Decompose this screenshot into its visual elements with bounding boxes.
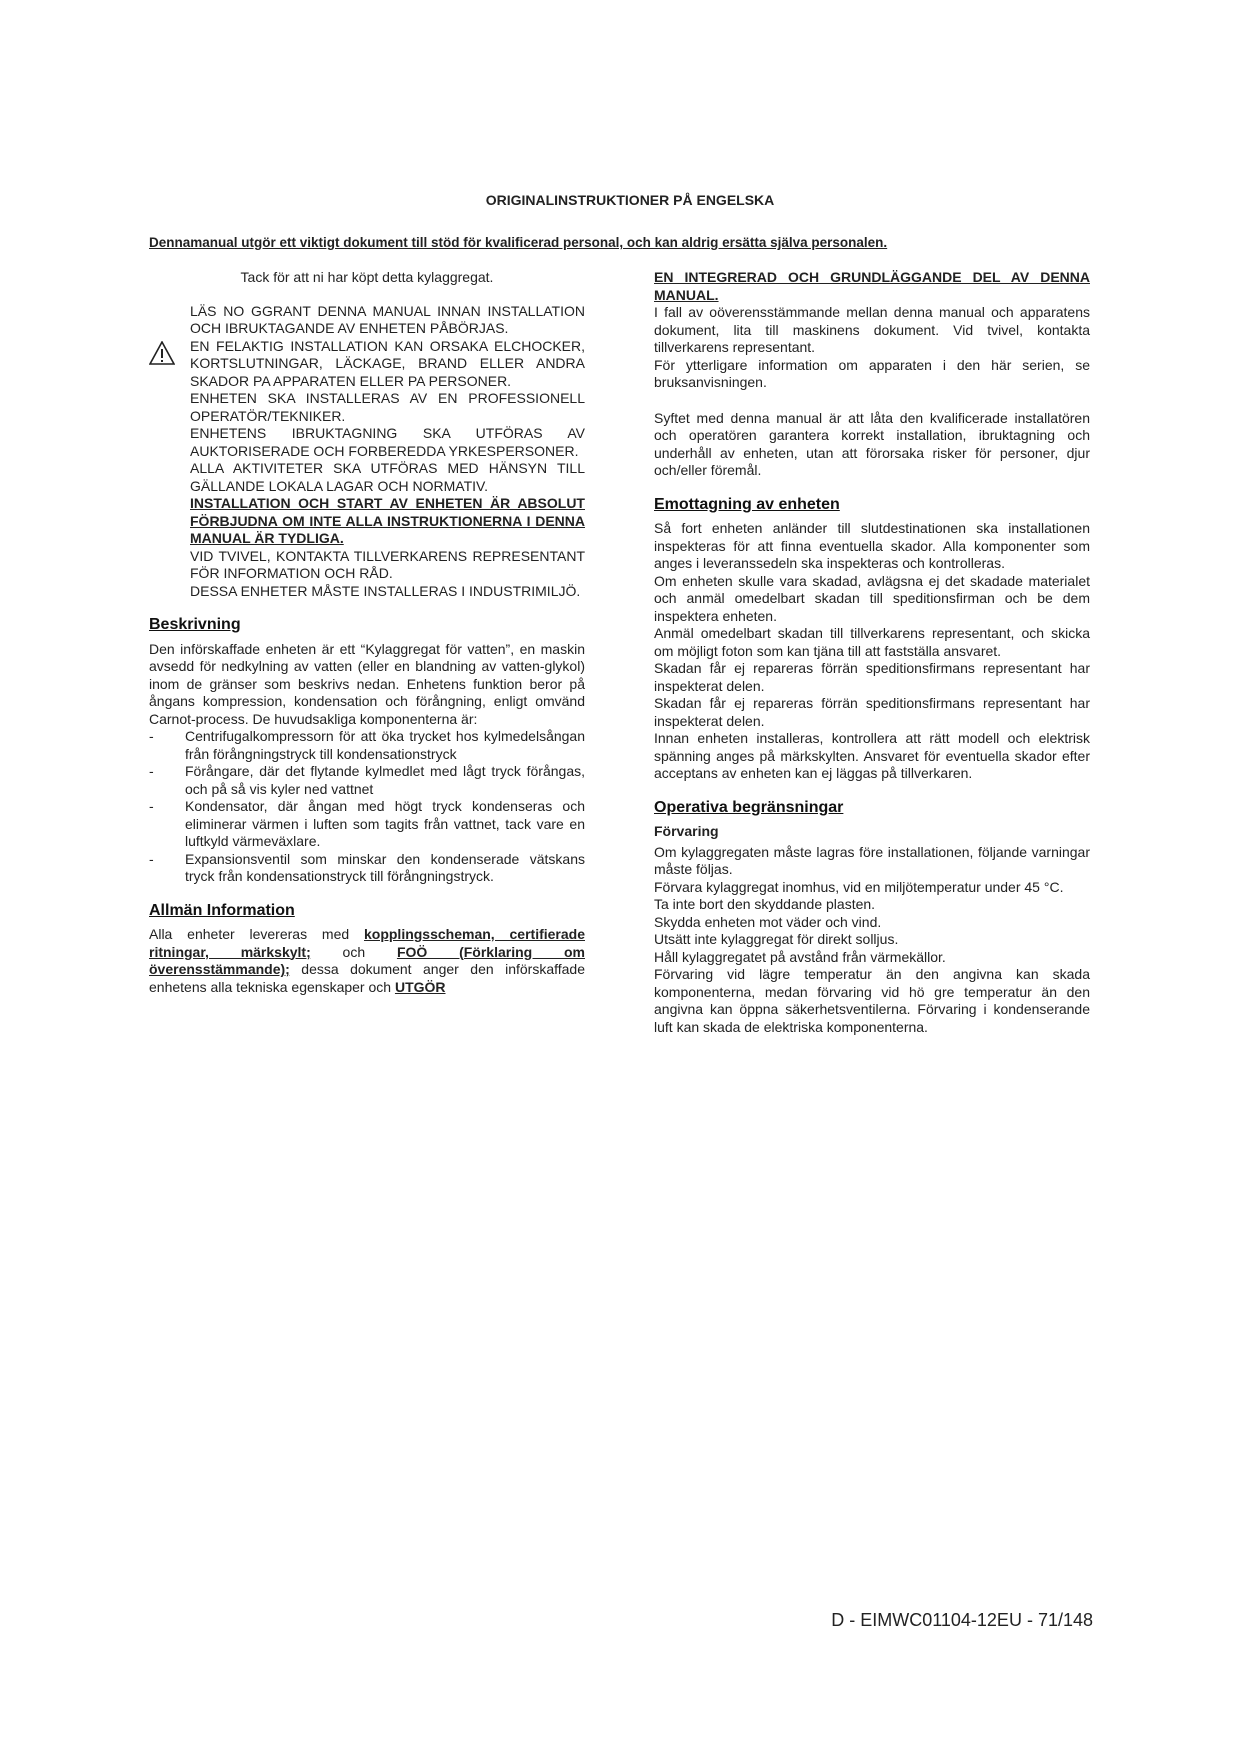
list-item bbox=[149, 798, 585, 851]
list-item-text: Förångare, där det flytande kylmedlet med lågt tryck förångas, och på så vis kyler ned vattnet bbox=[185, 763, 585, 797]
list-dash: - bbox=[149, 850, 154, 867]
components-list bbox=[149, 728, 585, 886]
section-heading-operativa: Operativa begränsningar bbox=[654, 798, 844, 816]
paragraph: Så fort enheten anländer till slutdestinationen ska installationen inspekteras för att finna eventuella skador. Alla komponenter som anges i leveranssedeln ska inspekteras och kontrolleras. bbox=[654, 520, 1090, 571]
list-dash: - bbox=[149, 798, 154, 814]
allman-underlined: kopplingsscheman, certifierade ritningar, märkskylt; bbox=[149, 926, 585, 960]
thanks-text: Tack för att ni har köpt detta kylaggregat. bbox=[240, 269, 494, 285]
right-column bbox=[654, 269, 1090, 1036]
subheading-forvaring: Förvaring bbox=[654, 823, 719, 839]
list-item-text: Expansionsventil som minskar den kondenserade vätskans tryck från kondensationstryck till förångningstryck. bbox=[185, 850, 585, 884]
allman-part: Alla enheter levereras med bbox=[149, 926, 364, 942]
paragraph: Ta inte bort den skyddande plasten. bbox=[654, 896, 876, 912]
paragraph: Skydda enheten mot väder och vind. bbox=[654, 913, 882, 930]
list-item bbox=[149, 851, 585, 886]
warning-block bbox=[149, 303, 585, 601]
warning-triangle-icon bbox=[149, 341, 175, 365]
integrerad-text: EN INTEGRERAD OCH GRUNDLÄGGANDE DEL AV DENNA MANUAL. bbox=[654, 269, 1090, 303]
warning-line: DESSA ENHETER MÅSTE INSTALLERAS I INDUSTRIMILJÖ. bbox=[190, 582, 581, 599]
list-item-text: Kondensator, där ångan med högt tryck kondenseras och eliminerar värmen i luften som tagits från vattnet, tack vare en luftkyld värmeväxlare. bbox=[185, 798, 585, 849]
page-footer: D - EIMWC01104-12EU - 71/148 bbox=[831, 1610, 1093, 1630]
warning-line: ALLA AKTIVITETER SKA UTFÖRAS MED HÄNSYN TILL GÄLLANDE LOKALA LAGAR OCH NORMATIV. bbox=[190, 460, 585, 494]
spacer bbox=[654, 392, 1090, 410]
beskrivning-text: Den införskaffade enheten är ett “Kylaggregat för vatten”, en maskin avsedd för nedkylning av vatten (eller en blandning av vatten-glykol) inom de gränser som beskrivs nedan. Enhetens funktion beror på ångans kompression, kondensation och förångning, enligt omvänd Carnot-process. De huvudsakliga komponenterna är: bbox=[149, 640, 585, 727]
allman-part: dessa dokument anger den införskaffade enhetens alla tekniska egenskaper och bbox=[149, 961, 585, 995]
allman-text bbox=[149, 926, 585, 996]
allman-underlined: UTGÖR bbox=[394, 978, 446, 995]
warning-line: LÄS NO GGRANT DENNA MANUAL INNAN INSTALLATION OCH IBRUKTAGANDE AV ENHETEN PÅBÖRJAS. bbox=[190, 302, 585, 336]
list-item bbox=[149, 763, 585, 798]
list-dash: - bbox=[149, 728, 154, 744]
document-title: ORIGINALINSTRUKTIONER PÅ ENGELSKA bbox=[485, 192, 775, 208]
warning-line: EN FELAKTIG INSTALLATION KAN ORSAKA ELCHOCKER, KORTSLUTNINGAR, LÄCKAGE, BRAND ELLER ANDRA SKADOR PA APPARATEN ELLER PA PERSONER. bbox=[190, 337, 585, 389]
allman-part: och bbox=[310, 943, 397, 960]
list-dash: - bbox=[149, 763, 154, 779]
paragraph: Skadan får ej repareras förrän speditionsfirmans representant har inspekterat delen. bbox=[654, 695, 1090, 729]
paragraph: Innan enheten installeras, kontrollera att rätt modell och elektrisk spänning anges på märkskylten. Ansvaret för eventuella skador efter acceptans av enheten kan ej läggas på tillverkaren. bbox=[654, 730, 1090, 781]
paragraph: Syftet med denna manual är att låta den kvalificerade installatören och operatören garantera korrekt installation, ibruktagning och underhåll av enheten, utan att förorsaka risker för personer, djur och/eller föremål. bbox=[654, 409, 1090, 478]
left-column bbox=[149, 269, 585, 996]
section-heading-emottagning: Emottagning av enheten bbox=[654, 495, 840, 513]
section-heading-beskrivning: Beskrivning bbox=[149, 616, 241, 633]
paragraph: Anmäl omedelbart skadan till tillverkarens representant, och skicka om möjligt foton som kan tjäna till att fastställa ansvaret. bbox=[654, 625, 1090, 659]
warning-line: VID TVIVEL, KONTAKTA TILLVERKARENS REPRESENTANT FÖR INFORMATION OCH RÅD. bbox=[190, 547, 585, 581]
allman-underlined: FOÖ (Förklaring om överensstämmande); bbox=[149, 943, 585, 977]
intro-statement: Dennamanual utgör ett viktigt dokument till stöd för kvalificerad personal, och kan aldrig ersätta själva personalen. bbox=[149, 235, 888, 250]
list-item bbox=[149, 728, 585, 763]
paragraph: Om enheten skulle vara skadad, avlägsna ej det skadade materialet och anmäl omedelbart skadan till speditionsfirman och be dem inspektera enheten. bbox=[654, 572, 1090, 624]
paragraph: Håll kylaggregatet på avstånd från värmekällor. bbox=[654, 948, 946, 965]
paragraph: Förvara kylaggregat inomhus, vid en miljötemperatur under 45 °C. bbox=[654, 878, 1064, 895]
paragraph: Utsätt inte kylaggregat för direkt solljus. bbox=[654, 931, 899, 947]
warning-line: ENHETEN SKA INSTALLERAS AV EN PROFESSIONELL OPERATÖR/TEKNIKER. bbox=[190, 390, 585, 424]
paragraph: Förvaring vid lägre temperatur än den angivna kan skada komponenterna, medan förvaring vid hö gre temperatur än den angivna kan öppna säkerhetsventilerna. Förvaring i kondenserande luft kan skada de elektriska komponenterna. bbox=[654, 966, 1090, 1035]
paragraph: För ytterligare information om apparaten i den här serien, se bruksanvisningen. bbox=[654, 356, 1090, 390]
paragraph: Om kylaggregaten måste lagras före installationen, följande varningar måste följas. bbox=[654, 843, 1090, 877]
section-heading-allman: Allmän Information bbox=[149, 901, 295, 919]
warning-bold-line: INSTALLATION OCH START AV ENHETEN ÄR ABSOLUT FÖRBJUDNA OM INTE ALLA INSTRUKTIONERNA I DENNA MANUAL ÄR TYDLIGA. bbox=[190, 495, 585, 546]
paragraph: I fall av oöverensstämmande mellan denna manual och apparatens dokument, lita till maskinens dokument. Vid tvivel, kontakta tillverkarens representant. bbox=[654, 304, 1090, 355]
list-item-text: Centrifugalkompressorn för att öka trycket hos kylmedelsångan från förångningstryck till kondensationstryck bbox=[185, 728, 585, 762]
warning-line: ENHETENS IBRUKTAGNING SKA UTFÖRAS AV AUKTORISERADE OCH FORBEREDDA YRKESPERSONER. bbox=[190, 425, 585, 459]
paragraph: Skadan får ej repareras förrän speditionsfirmans representant har inspekterat delen. bbox=[654, 660, 1090, 694]
